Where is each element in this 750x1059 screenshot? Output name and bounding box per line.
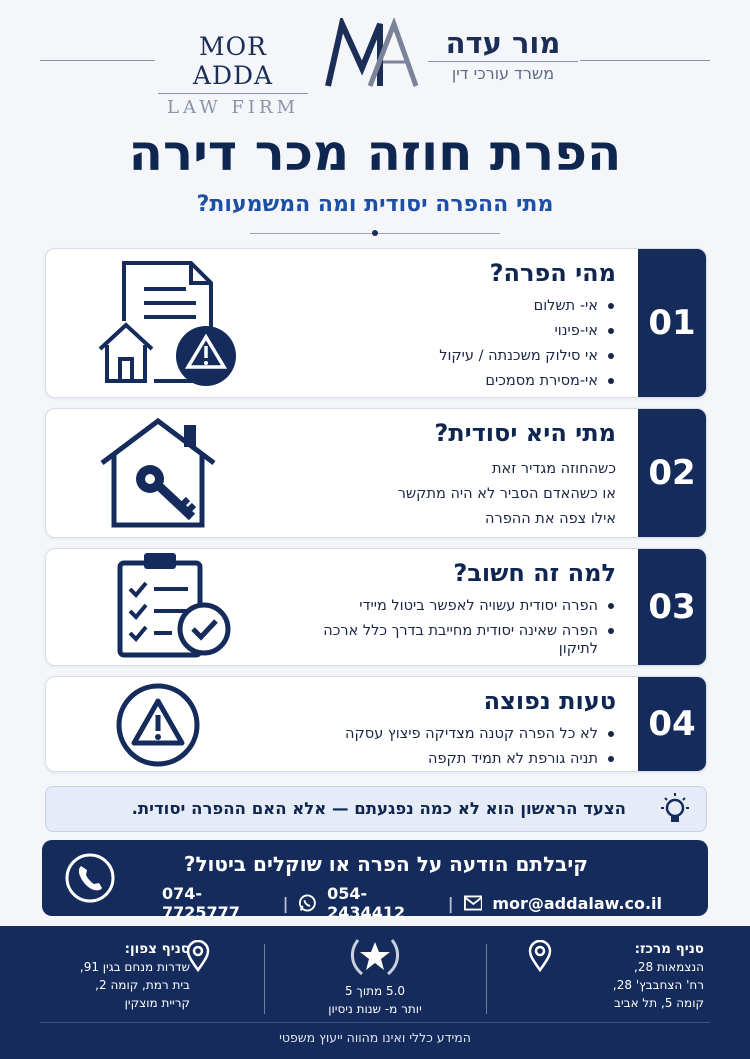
card-what-is-breach bbox=[45, 248, 707, 398]
house-key-icon bbox=[98, 415, 218, 531]
list-item: תניה גורפת לא תמיד תקפה bbox=[286, 750, 616, 768]
card-line: או כשהאדם הסביר לא היה מתקשר bbox=[397, 486, 616, 502]
tip-text: הצעד הראשון הוא לא כמה נפגעתם — אלא האם ההפרה יסודית. bbox=[131, 799, 626, 818]
card-why-important bbox=[45, 548, 707, 666]
card-number: 03 bbox=[638, 549, 706, 665]
phone-icon[interactable] bbox=[64, 852, 116, 904]
rating-text: 5.0 מתוך 5 bbox=[344, 984, 406, 998]
email-icon bbox=[464, 895, 483, 911]
whatsapp-icon bbox=[298, 893, 317, 913]
list-item: אי סילוק משכנתה / עיקול bbox=[286, 347, 616, 365]
card-number: 01 bbox=[638, 249, 706, 397]
clipboard-check-icon bbox=[114, 549, 234, 661]
list-item: אי-מסירת מסמכים bbox=[286, 372, 616, 390]
document-house-warning-icon bbox=[96, 261, 246, 391]
phone-number[interactable]: 074-7725777 bbox=[162, 884, 240, 922]
location-pin-icon bbox=[186, 940, 210, 972]
experience-text: יותר מ- שנות ניסיון bbox=[328, 1002, 422, 1016]
branch-line: קומה 5, תל אביב bbox=[614, 996, 704, 1010]
branch-line: בית רמת, קומה 2, bbox=[95, 978, 190, 992]
logo-hebrew bbox=[428, 26, 578, 83]
card-number: 04 bbox=[638, 677, 706, 771]
location-pin-icon bbox=[528, 940, 552, 972]
page-title: הפרת חוזה מכר דירה bbox=[128, 124, 622, 182]
whatsapp-number[interactable]: 054-2434412 bbox=[327, 884, 406, 922]
branch-line: קריית מוצקין bbox=[124, 996, 190, 1010]
list-item: לא כל הפרה קטנה מצדיקה פיצוץ עסקה bbox=[286, 725, 616, 743]
footer-center-badge bbox=[300, 982, 450, 1018]
warning-circle-icon bbox=[114, 681, 202, 769]
footer-north-branch bbox=[40, 940, 190, 1012]
contact-row bbox=[162, 884, 662, 922]
list-item: אי-פינוי bbox=[286, 322, 616, 340]
branch-title: סניף צפון: bbox=[124, 941, 190, 957]
logo-en-name: MOR ADDA bbox=[192, 32, 274, 90]
title-divider-dot bbox=[372, 230, 378, 236]
logo-he-sub: משרד עורכי דין bbox=[451, 64, 555, 83]
header-line-right bbox=[580, 60, 710, 61]
card-line: כשהחוזה מגדיר זאת bbox=[492, 461, 616, 477]
contact-banner bbox=[42, 840, 708, 922]
logo-english bbox=[158, 32, 308, 118]
card-heading: מתי היא יסודית? bbox=[434, 419, 616, 447]
branch-line: רח' הצחבבץ' 28, bbox=[612, 978, 704, 992]
contact-separator: | bbox=[282, 893, 289, 913]
tip-banner bbox=[45, 786, 707, 832]
card-heading: מהי הפרה? bbox=[489, 259, 616, 287]
lightbulb-icon bbox=[656, 791, 694, 829]
disclaimer: המידע כללי ואינו מהווה ייעוץ משפטי bbox=[279, 1030, 471, 1045]
list-item: הפרה שאינה יסודית מחייבת בדרך כלל ארכה לתיקון bbox=[286, 622, 616, 658]
branch-title: סניף מרכז: bbox=[634, 941, 704, 957]
page-subtitle: מתי ההפרה יסודית ומה המשמעות? bbox=[196, 192, 554, 217]
card-heading: טעות נפוצה bbox=[483, 687, 616, 715]
list-item: הפרה יסודית עשויה לאפשר ביטול מיידי bbox=[286, 597, 616, 615]
cta-question: קיבלתם הודעה על הפרה או שוקלים ביטול? bbox=[183, 852, 588, 876]
card-common-mistake bbox=[45, 676, 707, 772]
logo-monogram-icon bbox=[320, 18, 420, 90]
card-number: 02 bbox=[638, 409, 706, 537]
card-when-fundamental bbox=[45, 408, 707, 538]
card-line: אילו צפה את ההפרה bbox=[485, 511, 616, 527]
branch-line: הנצמאות 28, bbox=[633, 960, 704, 974]
laurel-star-badge-icon bbox=[346, 932, 404, 980]
contact-separator: | bbox=[447, 893, 454, 913]
email-address[interactable]: mor@addalaw.co.il bbox=[492, 893, 663, 913]
card-heading: למה זה חשוב? bbox=[453, 559, 616, 587]
footer-bottom-line bbox=[40, 1022, 710, 1023]
footer bbox=[0, 926, 750, 1059]
footer-divider bbox=[264, 944, 265, 1014]
footer-central-branch bbox=[574, 940, 704, 1012]
list-item: אי- תשלום bbox=[286, 297, 616, 315]
logo-he-name: מור עדה bbox=[445, 26, 561, 60]
footer-divider bbox=[486, 944, 487, 1014]
branch-line: שדרות מנחם בגין 91, bbox=[79, 960, 190, 974]
logo-en-sub: LAW FIRM bbox=[166, 97, 300, 118]
header-line-left bbox=[40, 60, 155, 61]
